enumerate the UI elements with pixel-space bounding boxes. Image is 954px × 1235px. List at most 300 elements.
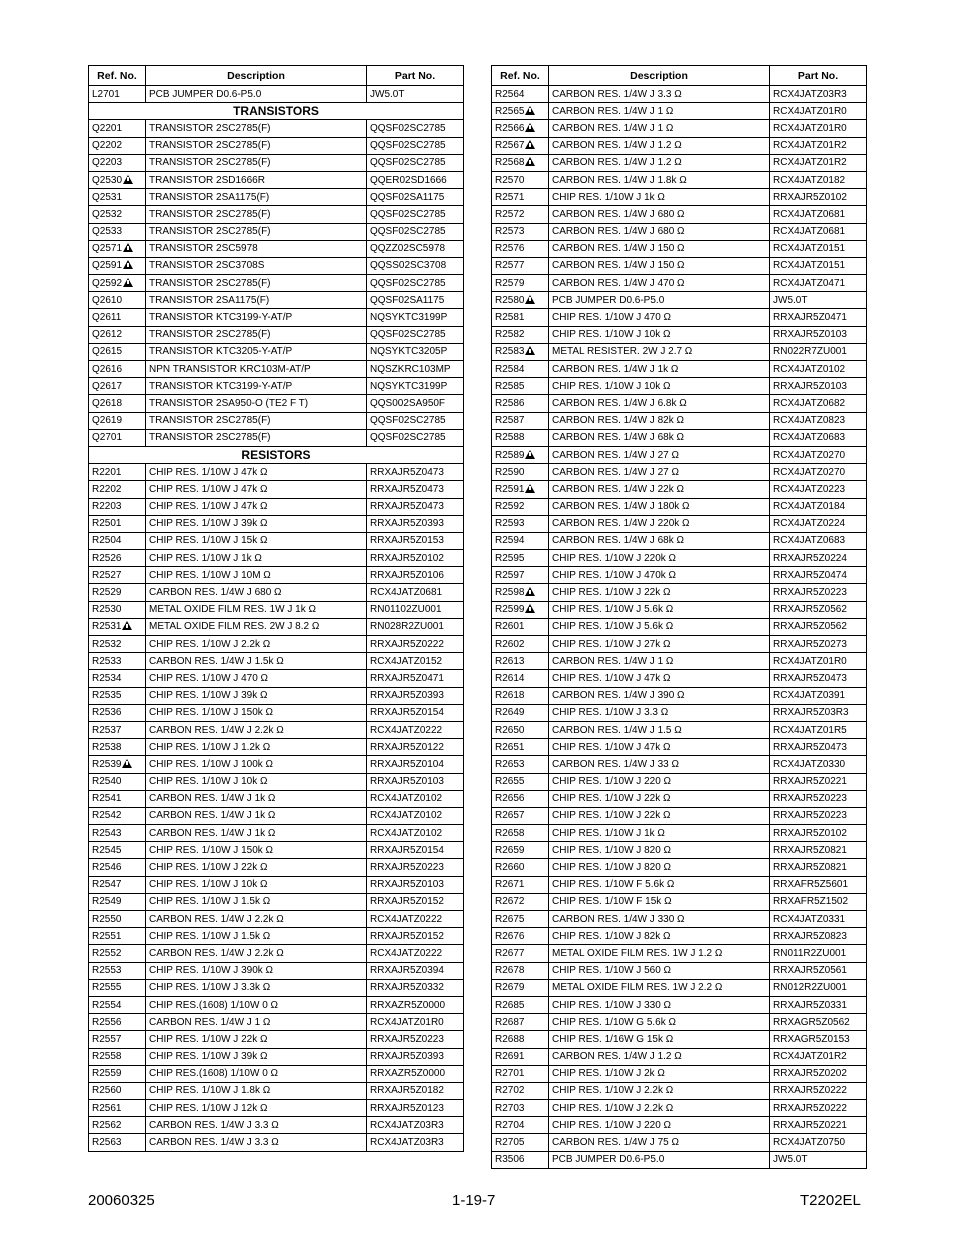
ref-no: R2203 — [92, 501, 122, 513]
description-cell: CHIP RES. 1/10W J 10k Ω — [146, 876, 367, 893]
ref-no-cell — [89, 979, 146, 996]
ref-no-cell — [492, 636, 549, 653]
ref-no: Q2203 — [92, 157, 123, 169]
table-row — [492, 481, 867, 498]
ref-no-cell — [89, 911, 146, 928]
description-cell: CARBON RES. 1/4W J 33 Ω — [549, 756, 770, 773]
ref-no: R2658 — [495, 827, 525, 839]
ref-no-cell — [89, 412, 146, 429]
table-row — [492, 1048, 867, 1065]
part-no-cell: RCX4JATZ03R3 — [367, 1117, 464, 1134]
ref-no: R2571 — [495, 191, 525, 203]
description-cell: TRANSISTOR 2SC3708S — [146, 257, 367, 274]
table-row — [89, 309, 464, 326]
description-cell: CHIP RES. 1/10W J 5.6k Ω — [549, 618, 770, 635]
table-row — [492, 137, 867, 154]
description-cell: CARBON RES. 1/4W J 82k Ω — [549, 412, 770, 429]
part-no-cell: RCX4JATZ0682 — [770, 395, 867, 412]
description-cell: CHIP RES. 1/10W J 470k Ω — [549, 567, 770, 584]
ref-no: R2527 — [92, 569, 122, 581]
ref-no: R2679 — [495, 982, 525, 994]
part-no-cell: RRXAJR5Z0103 — [367, 876, 464, 893]
ref-no-cell — [89, 859, 146, 876]
table-row — [89, 756, 464, 773]
ref-no-cell — [492, 412, 549, 429]
table-row — [89, 945, 464, 962]
part-no-cell: RRXAJR5Z0122 — [367, 739, 464, 756]
description-cell: CHIP RES. 1/10W J 220 Ω — [549, 773, 770, 790]
part-no-cell: RCX4JATZ01R2 — [770, 1048, 867, 1065]
part-no-cell: RRXAJR5Z0224 — [770, 550, 867, 567]
ref-no: R2659 — [495, 844, 525, 856]
table-row — [492, 1031, 867, 1048]
ref-no: R2678 — [495, 965, 525, 977]
table-row — [492, 790, 867, 807]
ref-no-cell — [492, 103, 549, 120]
table-row — [492, 412, 867, 429]
table-row — [492, 893, 867, 910]
part-no-cell: NQSYKTC3199P — [367, 378, 464, 395]
part-no-cell: RRXAJR5Z0473 — [770, 739, 867, 756]
ref-no: R2677 — [495, 947, 525, 959]
ref-no: R2685 — [495, 999, 525, 1011]
ref-no-cell — [492, 481, 549, 498]
description-cell: CARBON RES. 1/4W J 390 Ω — [549, 687, 770, 704]
description-cell: CHIP RES. 1/10W J 22k Ω — [549, 584, 770, 601]
description-cell: CARBON RES. 1/4W J 470 Ω — [549, 275, 770, 292]
part-no-cell: RRXAZR5Z0000 — [367, 996, 464, 1013]
ref-no: R2592 — [495, 501, 525, 513]
ref-no-cell — [492, 670, 549, 687]
ref-no-cell — [89, 721, 146, 738]
description-cell: CARBON RES. 1/4W J 1.5k Ω — [146, 653, 367, 670]
description-cell: TRANSISTOR 2SC2785(F) — [146, 137, 367, 154]
description-cell: CHIP RES. 1/10W J 10k Ω — [549, 378, 770, 395]
description-cell: METAL OXIDE FILM RES. 1W J 1.2 Ω — [549, 945, 770, 962]
ref-no: R2705 — [495, 1137, 525, 1149]
table-row — [492, 206, 867, 223]
part-no-cell: RRXAJR5Z0106 — [367, 567, 464, 584]
description-cell: CHIP RES. 1/10W J 3.3k Ω — [146, 979, 367, 996]
ref-no-cell — [89, 464, 146, 481]
ref-no: R2565 — [495, 105, 525, 117]
description-cell: PCB JUMPER D0.6-P5.0 — [549, 292, 770, 309]
part-no-cell: RRXAJR5Z0103 — [367, 773, 464, 790]
part-no-cell: RRXAJR5Z0223 — [770, 790, 867, 807]
table-row — [492, 1014, 867, 1031]
description-cell: CARBON RES. 1/4W J 1 Ω — [549, 120, 770, 137]
table-row — [89, 687, 464, 704]
part-no-cell: RCX4JATZ0151 — [770, 240, 867, 257]
ref-no-cell — [492, 446, 549, 463]
ref-no-cell — [89, 1065, 146, 1082]
ref-no: R2588 — [495, 432, 525, 444]
description-cell: TRANSISTOR KTC3205-Y-AT/P — [146, 343, 367, 360]
part-no-cell: RRXAJR5Z0562 — [770, 618, 867, 635]
table-row — [492, 979, 867, 996]
table-row — [89, 807, 464, 824]
ref-no-cell — [492, 515, 549, 532]
description-cell: CHIP RES.(1608) 1/10W 0 Ω — [146, 1065, 367, 1082]
description-cell: CHIP RES. 1/10W J 47k Ω — [146, 464, 367, 481]
part-no-cell: QQZZ02SC5978 — [367, 240, 464, 257]
ref-no-cell — [492, 189, 549, 206]
ref-no: R2599 — [495, 604, 525, 616]
ref-no-cell — [89, 1082, 146, 1099]
part-no-cell: RRXAZR5Z0000 — [367, 1065, 464, 1082]
ref-no-cell — [492, 825, 549, 842]
table-header-row — [89, 66, 464, 86]
ref-no: R2655 — [495, 776, 525, 788]
description-cell: CHIP RES. 1/10W J 39k Ω — [146, 1048, 367, 1065]
ref-no-cell — [492, 240, 549, 257]
table-row — [89, 206, 464, 223]
table-row — [89, 790, 464, 807]
description-cell: CHIP RES. 1/10W J 820 Ω — [549, 859, 770, 876]
table-row — [89, 825, 464, 842]
table-row — [492, 240, 867, 257]
table-row — [492, 687, 867, 704]
ref-no: R2526 — [92, 552, 122, 564]
part-no-cell: QQSF02SA1175 — [367, 189, 464, 206]
description-cell: CARBON RES. 1/4W J 680 Ω — [146, 584, 367, 601]
description-cell: TRANSISTOR 2SC2785(F) — [146, 326, 367, 343]
part-no-cell: RRXAJR5Z0153 — [367, 532, 464, 549]
table-row — [492, 120, 867, 137]
ref-no-cell — [492, 1117, 549, 1134]
ref-no-cell — [492, 618, 549, 635]
table-row — [492, 292, 867, 309]
description-cell: CARBON RES. 1/4W J 150 Ω — [549, 240, 770, 257]
ref-no: R2556 — [92, 1016, 122, 1028]
table-row — [492, 567, 867, 584]
ref-no-cell — [89, 171, 146, 188]
part-no-cell: RCX4JATZ0270 — [770, 464, 867, 481]
ref-no: R2613 — [495, 655, 525, 667]
table-row — [492, 446, 867, 463]
table-row — [89, 395, 464, 412]
table-row — [89, 464, 464, 481]
table-row — [492, 498, 867, 515]
ref-no: R2591 — [495, 483, 525, 495]
part-no-cell: RRXAJR5Z0182 — [367, 1082, 464, 1099]
description-cell: CHIP RES. 1/10W J 1.2k Ω — [146, 739, 367, 756]
ref-no: R2687 — [495, 1016, 525, 1028]
table-row — [89, 1014, 464, 1031]
part-no-cell: RRXAJR5Z0474 — [770, 567, 867, 584]
table-row — [492, 1065, 867, 1082]
ref-no: Q2611 — [92, 312, 122, 324]
part-no-cell: RCX4JATZ01R5 — [770, 721, 867, 738]
description-cell: CHIP RES. 1/10W J 1k Ω — [549, 189, 770, 206]
table-row — [89, 154, 464, 171]
ref-no: R2533 — [92, 655, 122, 667]
ref-no: R2542 — [92, 810, 122, 822]
table-row — [89, 1134, 464, 1151]
table-row — [492, 911, 867, 928]
part-no-cell: RRXAJR5Z0103 — [770, 378, 867, 395]
part-no-header: Part No. — [367, 66, 464, 86]
ref-no: R2554 — [92, 999, 122, 1011]
ref-no-cell — [492, 395, 549, 412]
ref-no: R2593 — [495, 518, 525, 530]
ref-no-cell — [492, 773, 549, 790]
ref-no-cell — [492, 876, 549, 893]
table-row — [492, 1082, 867, 1099]
safety-warning-icon — [525, 157, 535, 166]
ref-no: R2580 — [495, 294, 525, 306]
table-row — [89, 893, 464, 910]
section-header-row — [89, 103, 464, 120]
ref-no-cell — [492, 1082, 549, 1099]
table-row — [492, 670, 867, 687]
description-cell: CHIP RES. 1/10W J 10k Ω — [146, 773, 367, 790]
ref-no-cell — [89, 704, 146, 721]
ref-no-cell — [492, 653, 549, 670]
description-cell: CHIP RES. 1/10W J 560 Ω — [549, 962, 770, 979]
description-cell: CHIP RES. 1/10W F 5.6k Ω — [549, 876, 770, 893]
safety-warning-icon — [525, 587, 535, 596]
ref-no: R2671 — [495, 879, 525, 891]
table-row — [492, 429, 867, 446]
description-cell: METAL OXIDE FILM RES. 1W J 2.2 Ω — [549, 979, 770, 996]
ref-no-cell — [89, 928, 146, 945]
ref-no-cell — [89, 962, 146, 979]
ref-no-cell — [89, 1134, 146, 1151]
description-cell: TRANSISTOR 2SC2785(F) — [146, 120, 367, 137]
table-row — [492, 550, 867, 567]
description-cell: NPN TRANSISTOR KRC103M-AT/P — [146, 361, 367, 378]
table-row — [492, 945, 867, 962]
ref-no-cell — [89, 395, 146, 412]
table-row — [492, 1117, 867, 1134]
ref-no-cell — [89, 223, 146, 240]
table-row — [89, 137, 464, 154]
description-cell: CHIP RES. 1/10W F 15k Ω — [549, 893, 770, 910]
ref-no: R2614 — [495, 672, 525, 684]
description-cell: METAL OXIDE FILM RES. 1W J 1k Ω — [146, 601, 367, 618]
parts-table-right — [491, 65, 867, 1169]
description-cell: METAL RESISTER. 2W J 2.7 Ω — [549, 343, 770, 360]
part-no-cell: RCX4JATZ0391 — [770, 687, 867, 704]
description-cell: CHIP RES. 1/10W J 820 Ω — [549, 842, 770, 859]
safety-warning-icon — [122, 621, 132, 630]
ref-no: R2691 — [495, 1051, 525, 1063]
description-cell: CHIP RES. 1/10W J 2.2k Ω — [549, 1100, 770, 1117]
ref-no-cell — [492, 361, 549, 378]
ref-no: R2532 — [92, 638, 122, 650]
part-no-cell: QQSF02SC2785 — [367, 206, 464, 223]
part-no-cell: RRXAJR5Z0202 — [770, 1065, 867, 1082]
part-no-cell: RRXAJR5Z0123 — [367, 1100, 464, 1117]
description-cell: CARBON RES. 1/4W J 1k Ω — [146, 825, 367, 842]
ref-no-cell — [89, 996, 146, 1013]
safety-warning-icon — [123, 175, 133, 184]
ref-no: R2598 — [495, 587, 525, 599]
table-row — [492, 257, 867, 274]
part-no-cell: RRXAJR5Z0223 — [367, 1031, 464, 1048]
table-row — [492, 636, 867, 653]
part-no-cell: QQSF02SA1175 — [367, 292, 464, 309]
ref-no-cell — [492, 790, 549, 807]
table-row — [89, 739, 464, 756]
ref-no: R2534 — [92, 672, 122, 684]
ref-no: R2559 — [92, 1068, 122, 1080]
part-no-cell: RCX4JATZ0152 — [367, 653, 464, 670]
ref-no-cell — [89, 137, 146, 154]
description-cell: CARBON RES. 1/4W J 68k Ω — [549, 429, 770, 446]
ref-no: R2501 — [92, 518, 122, 530]
table-row — [89, 618, 464, 635]
ref-no: R2583 — [495, 346, 525, 358]
table-row — [89, 636, 464, 653]
ref-no-cell — [492, 601, 549, 618]
description-cell: CARBON RES. 1/4W J 1k Ω — [549, 361, 770, 378]
table-row — [89, 601, 464, 618]
description-cell: CARBON RES. 1/4W J 2.2k Ω — [146, 911, 367, 928]
part-no-cell: RCX4JATZ0683 — [770, 532, 867, 549]
table-row — [492, 86, 867, 103]
table-row — [89, 911, 464, 928]
ref-no: R2535 — [92, 690, 122, 702]
table-row — [89, 171, 464, 188]
description-cell: CARBON RES. 1/4W J 27 Ω — [549, 446, 770, 463]
table-row — [492, 1151, 867, 1168]
description-cell: CARBON RES. 1/4W J 1 Ω — [146, 1014, 367, 1031]
table-row — [89, 223, 464, 240]
part-no-cell: RRXAJR5Z0223 — [770, 807, 867, 824]
ref-no-cell — [89, 326, 146, 343]
part-no-cell: RN01102ZU001 — [367, 601, 464, 618]
part-no-cell: RRXAFR5Z1502 — [770, 893, 867, 910]
description-cell: CARBON RES. 1/4W J 1.2 Ω — [549, 1048, 770, 1065]
table-row — [492, 653, 867, 670]
part-no-cell: RRXAJR5Z0393 — [367, 1048, 464, 1065]
description-cell: CARBON RES. 1/4W J 1.8k Ω — [549, 171, 770, 188]
ref-no-cell — [89, 773, 146, 790]
table-row — [492, 532, 867, 549]
description-cell: TRANSISTOR 2SD1666R — [146, 171, 367, 188]
table-row — [492, 515, 867, 532]
table-row — [89, 1031, 464, 1048]
part-no-cell: QQSF02SC2785 — [367, 326, 464, 343]
ref-no-cell — [89, 275, 146, 292]
ref-no: Q2610 — [92, 294, 123, 306]
ref-no-cell — [492, 567, 549, 584]
description-cell: TRANSISTOR 2SA950-O (TE2 F T) — [146, 395, 367, 412]
table-row — [89, 515, 464, 532]
ref-no-cell — [89, 618, 146, 635]
ref-no: R2549 — [92, 896, 122, 908]
ref-no: R2582 — [495, 329, 525, 341]
ref-no-cell — [89, 378, 146, 395]
description-cell: CARBON RES. 1/4W J 3.3 Ω — [549, 86, 770, 103]
ref-no-cell — [492, 979, 549, 996]
part-no-cell: RCX4JATZ0222 — [367, 911, 464, 928]
ref-no-cell — [89, 876, 146, 893]
description-cell: TRANSISTOR 2SC5978 — [146, 240, 367, 257]
ref-no-cell — [492, 206, 549, 223]
description-cell: CHIP RES. 1/10W J 2k Ω — [549, 1065, 770, 1082]
ref-no: R2545 — [92, 844, 122, 856]
ref-no: R2657 — [495, 810, 525, 822]
part-no-cell: RN011R2ZU001 — [770, 945, 867, 962]
table-row — [89, 928, 464, 945]
description-cell: CHIP RES.(1608) 1/10W 0 Ω — [146, 996, 367, 1013]
ref-no-cell — [89, 687, 146, 704]
description-cell: CHIP RES. 1/10W J 150k Ω — [146, 842, 367, 859]
ref-no: Q2615 — [92, 346, 123, 358]
table-row — [89, 1100, 464, 1117]
ref-no-cell — [492, 257, 549, 274]
description-cell: TRANSISTOR 2SC2785(F) — [146, 412, 367, 429]
description-cell: CARBON RES. 1/4W J 68k Ω — [549, 532, 770, 549]
safety-warning-icon — [122, 759, 132, 768]
table-row — [492, 154, 867, 171]
ref-no-cell — [492, 842, 549, 859]
description-cell: CHIP RES. 1/10W J 390k Ω — [146, 962, 367, 979]
description-cell: CHIP RES. 1/10W J 22k Ω — [549, 807, 770, 824]
ref-no-cell — [89, 1117, 146, 1134]
ref-no: R2541 — [92, 793, 122, 805]
ref-no: R2557 — [92, 1033, 122, 1045]
table-row — [492, 928, 867, 945]
part-no-cell: QQS002SA950F — [367, 395, 464, 412]
ref-no: R2551 — [92, 930, 122, 942]
safety-warning-icon — [525, 346, 535, 355]
description-header: Description — [549, 66, 770, 86]
ref-no-cell — [89, 1014, 146, 1031]
part-no-cell: RCX4JATZ03R3 — [770, 86, 867, 103]
part-no-cell: NQSYKTC3205P — [367, 343, 464, 360]
part-no-cell: QQSF02SC2785 — [367, 275, 464, 292]
description-cell: CARBON RES. 1/4W J 22k Ω — [549, 481, 770, 498]
ref-no-cell — [492, 292, 549, 309]
ref-no-header: Ref. No. — [89, 66, 146, 86]
part-no-cell: QQSF02SC2785 — [367, 412, 464, 429]
part-no-cell: RCX4JATZ0102 — [367, 825, 464, 842]
safety-warning-icon — [525, 450, 535, 459]
part-no-cell: JW5.0T — [770, 1151, 867, 1168]
part-no-cell: RRXAJR5Z0562 — [770, 601, 867, 618]
table-row — [492, 275, 867, 292]
description-cell: CHIP RES. 1/10W J 2.2k Ω — [549, 1082, 770, 1099]
ref-no: R2570 — [495, 174, 525, 186]
description-cell: CHIP RES. 1/10W J 10M Ω — [146, 567, 367, 584]
ref-no: R2566 — [495, 122, 525, 134]
description-cell: TRANSISTOR KTC3199-Y-AT/P — [146, 309, 367, 326]
ref-no: R2540 — [92, 776, 122, 788]
part-no-cell: RRXAJR5Z0154 — [367, 842, 464, 859]
ref-no: R2656 — [495, 793, 525, 805]
ref-no-cell — [89, 584, 146, 601]
part-no-cell: RRXAJR5Z0221 — [770, 773, 867, 790]
ref-no: R2543 — [92, 827, 122, 839]
ref-no: R2649 — [495, 707, 525, 719]
ref-no: R2201 — [92, 466, 122, 478]
table-row — [492, 859, 867, 876]
ref-no: R2538 — [92, 741, 122, 753]
ref-no: R2676 — [495, 930, 525, 942]
ref-no-cell — [492, 171, 549, 188]
safety-warning-icon — [525, 123, 535, 132]
footer-model: T2202EL — [800, 1192, 861, 1209]
part-no-cell: RCX4JATZ0102 — [367, 807, 464, 824]
ref-no: R2618 — [495, 690, 525, 702]
ref-no: Q2619 — [92, 415, 123, 427]
table-row — [89, 670, 464, 687]
description-cell: CARBON RES. 1/4W J 27 Ω — [549, 464, 770, 481]
